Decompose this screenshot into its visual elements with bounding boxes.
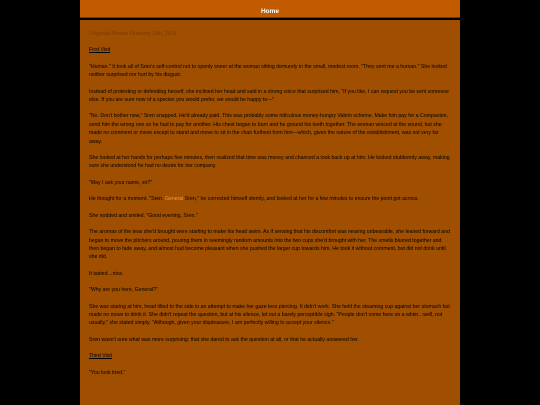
- section-heading-third-visit: Third Visit: [89, 353, 112, 360]
- paragraph: "You look tired.": [89, 369, 126, 376]
- post-content: [80, 20, 460, 377]
- paragraph: Instead of protesting or defending herself, she inclined her head and said in a strong voice that surprised him, "If you like, I can request you be sent someone else. If you are sure now of a species you would prefer, we would be happy to—": [89, 88, 449, 104]
- paragraph: The aromas of the teas she'd brought were starting to make his head swim. As if sensing that his discomfort was nearing unbearable, she leaned forward and began to move the pitchers around, pouring them in seemingly random amounts into the two cups she'd brought with her. The smells blurred together and then began to fade away, and almost had become pleasant when she pushed the larger cup towards him. He took it without comment, but did not drink until she did.: [89, 229, 450, 261]
- paragraph: "No. Don't bother now," Sren snapped. He'd already paid. This was probably some ridiculous money-hungry Vabrin scheme. Make him pay for a Companion, send him the wrong one so he had to pay for another. His chest began to burn and he ground his teeth together. The woman winced at the sound, but she made no comment or move except to stand and move to sit in the chair furthest from him—which, given the nature of the establishment, was not very far away.: [89, 113, 448, 145]
- home-link[interactable]: Home: [260, 8, 280, 15]
- paragraph: She was staring at him, head tilted to the side in an attempt to make her gaze less piercing. It didn't work. She held the steaming cup against her stomach but made no move to drink it. She didn't repeat the question, but at his silence, let out a barely perceptible sigh. "People don't come here on a whim…well, not usually," she stated simply. "Although, given your displeasure, I am perfectly willing to accept your silence.": [89, 303, 450, 327]
- paragraph: "Why are you here, General?": [89, 287, 158, 294]
- top-nav-bar: [80, 0, 460, 18]
- paragraph: She nodded and smiled. "Good evening, Sren.": [89, 212, 198, 219]
- highlighted-name: General: [164, 196, 184, 203]
- paragraph: Sren wasn't sure what was more surprising: that she dared to ask the question at all, or that he actually answered her.: [89, 336, 360, 343]
- paragraph: [89, 195, 451, 203]
- post-date: Originally Posted February 13th, 2014: [89, 31, 177, 37]
- section-heading-first-visit: First Visit: [89, 47, 111, 54]
- paragraph-text: Sren," he corrected himself sternly, and looked at her for a few minutes to ensure the point got across.: [183, 196, 419, 203]
- paragraph: She looked at her hands for perhaps five minutes, then realized that time was money and chanced a look back up at him. He looked stubbornly away, making sure she understood he had no desire for her company.: [89, 155, 450, 170]
- paragraph: It tasted…nice.: [89, 270, 124, 277]
- post-page: [80, 20, 460, 405]
- paragraph-text: He thought for a moment. "Sren.: [89, 196, 165, 203]
- paragraph: "May I ask your name, sir?": [89, 179, 153, 186]
- paragraph: "Human." It took all of Sren's self-control not to openly sneer at the woman sitting demurely in the small, modest room. "They sent me a human." She looked neither surprised nor hurt by his disgust.: [89, 63, 447, 79]
